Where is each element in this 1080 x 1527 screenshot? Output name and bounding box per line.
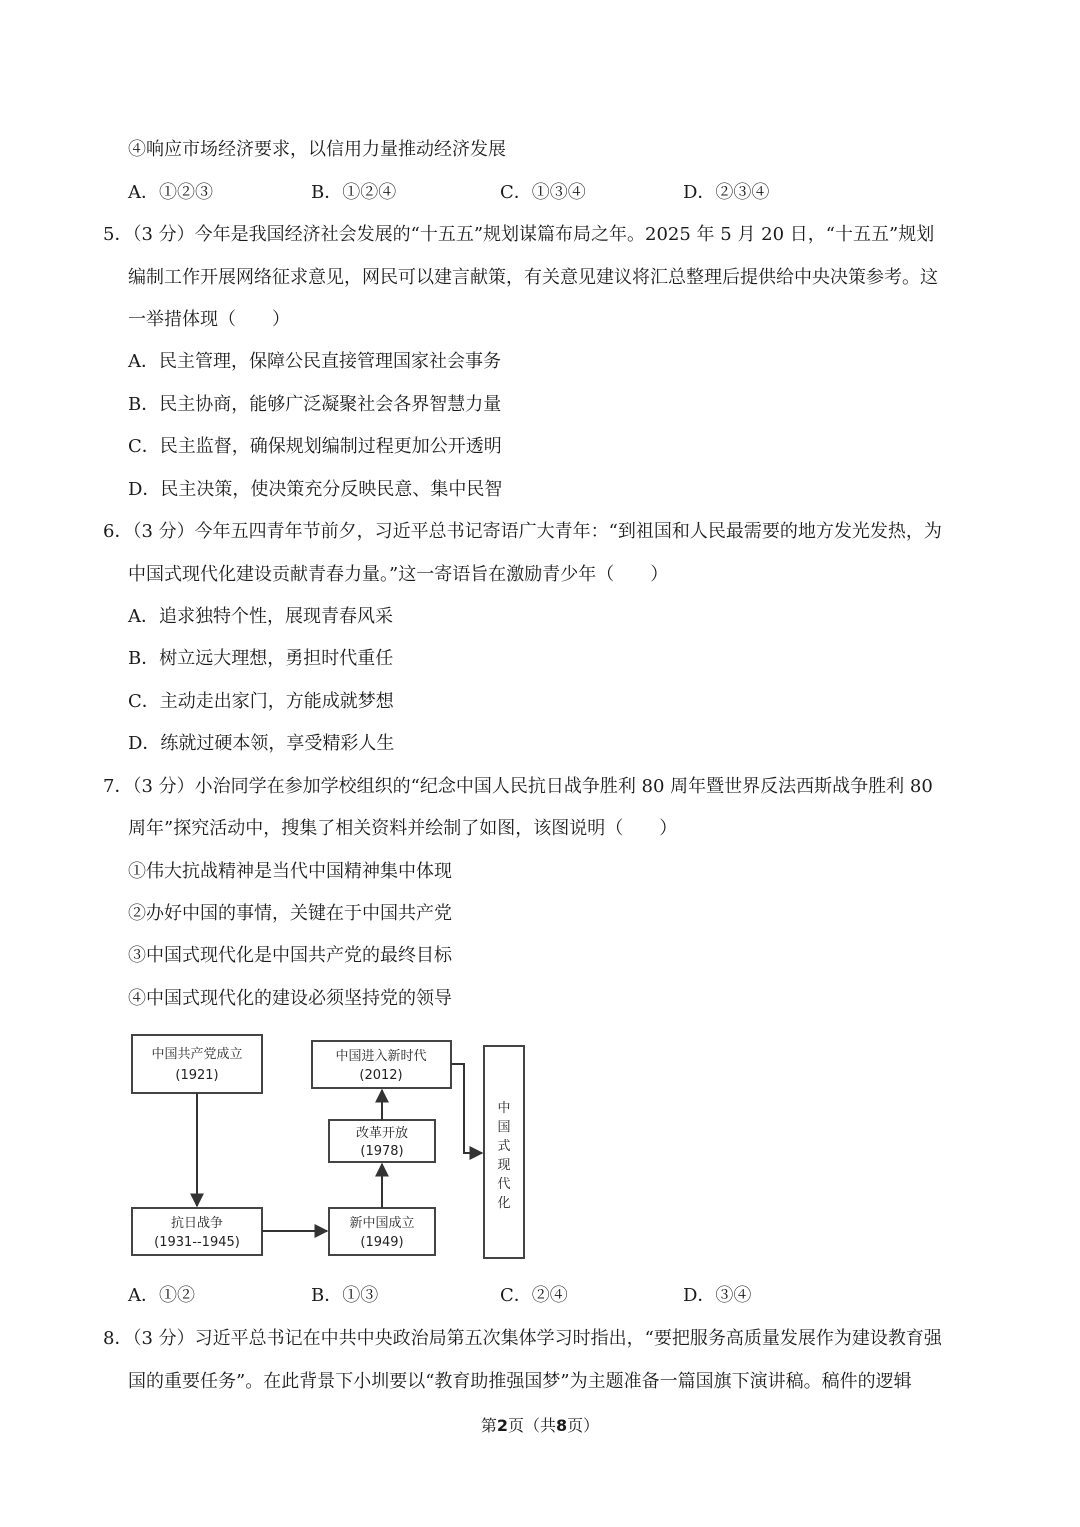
q6-option-c: C．主动走出家门，方能成就梦想 (128, 691, 394, 712)
arrow-2012-to-modernization (451, 1064, 482, 1153)
box-anti-japanese-war-year: (1931--1945) (154, 1235, 240, 1250)
modernization-char-3: 式 (497, 1139, 511, 1154)
page-footer (0, 1415, 1080, 1437)
footer-prefix: 第 (480, 1416, 497, 1435)
q4-option-c: C．①③④ (500, 182, 586, 203)
box-cpc-founding-title: 中国共产党成立 (151, 1047, 243, 1062)
q5-stem-line-2: 编制工作开展网络征求意见，网民可以建言献策，有关意见建议将汇总整理后提供给中央决策参考。这 (128, 267, 938, 288)
box-anti-japanese-war-title: 抗日战争 (170, 1216, 224, 1231)
q7-option-c: C．②④ (500, 1285, 568, 1306)
q5-option-a: A．民主管理，保障公民直接管理国家社会事务 (128, 351, 501, 372)
modernization-char-4: 现 (497, 1158, 511, 1173)
footer-total-pages: 8 (556, 1416, 568, 1435)
q5-option-d: D．民主决策，使决策充分反映民意、集中民智 (128, 479, 503, 500)
modernization-char-2: 国 (497, 1120, 511, 1135)
box-prc-founding-year: (1949) (360, 1235, 404, 1250)
q4-item-4: ④响应市场经济要求，以信用力量推动经济发展 (128, 139, 506, 160)
box-cpc-founding (132, 1035, 262, 1093)
q5-option-c: C．民主监督，确保规划编制过程更加公开透明 (128, 436, 502, 457)
q6-option-a: A．追求独特个性，展现青春风采 (128, 606, 393, 627)
box-new-era-year: (2012) (359, 1068, 403, 1083)
footer-suffix: 页） (567, 1416, 600, 1435)
q8-stem-line-2: 国的重要任务”。在此背景下小圳要以“教育助推强国梦”为主题准备一篇国旗下演讲稿。稿件的逻辑 (128, 1371, 912, 1392)
q7-item-1: ①伟大抗战精神是当代中国精神集中体现 (128, 861, 452, 882)
q7-option-d: D．③④ (683, 1285, 752, 1306)
box-prc-founding-title: 新中国成立 (349, 1216, 415, 1231)
q7-item-4: ④中国式现代化的建设必须坚持党的领导 (128, 988, 452, 1009)
box-cpc-founding-year: (1921) (175, 1068, 219, 1083)
box-reform-opening-title: 改革开放 (355, 1126, 409, 1141)
box-new-era-title: 中国进入新时代 (335, 1049, 427, 1064)
q4-option-d: D．②③④ (683, 182, 770, 203)
q4-option-a: A．①②③ (128, 182, 213, 203)
q7-stem-line-1: 7．（3 分）小治同学在参加学校组织的“纪念中国人民抗日战争胜利 80 周年暨世界反法西斯战争胜利 80 (103, 776, 933, 797)
modernization-char-6: 化 (497, 1196, 511, 1211)
q5-option-b: B．民主协商，能够广泛凝聚社会各界智慧力量 (128, 394, 502, 415)
box-reform-opening-year: (1978) (360, 1144, 404, 1159)
footer-middle: 页（共 (507, 1416, 556, 1435)
q6-stem-line-1: 6．（3 分）今年五四青年节前夕，习近平总书记寄语广大青年：“到祖国和人民最需要的地方发光发热，为 (103, 521, 942, 542)
q7-item-3: ③中国式现代化是中国共产党的最终目标 (128, 945, 452, 966)
q5-stem-line-1: 5．（3 分）今年是我国经济社会发展的“十五五”规划谋篇布局之年。2025 年 5 月 20 日，“十五五”规划 (103, 224, 935, 245)
footer-page-number: 2 (496, 1416, 508, 1435)
q4-option-b: B．①②④ (311, 182, 397, 203)
q8-stem-line-1: 8．（3 分）习近平总书记在中共中央政治局第五次集体学习时指出，“要把服务高质量发展作为建设教育强 (103, 1328, 942, 1349)
modernization-char-1: 中 (497, 1101, 511, 1116)
q5-stem-line-3: 一举措体现（ ） (128, 309, 290, 330)
q6-option-d: D．练就过硬本领，享受精彩人生 (128, 733, 395, 754)
q7-option-b: B．①③ (311, 1285, 379, 1306)
q6-stem-line-2: 中国式现代化建设贡献青春力量。”这一寄语旨在激励青少年（ ） (128, 564, 669, 585)
q6-option-b: B．树立远大理想，勇担时代重任 (128, 648, 394, 669)
q7-item-2: ②办好中国的事情，关键在于中国共产党 (128, 903, 452, 924)
modernization-char-5: 代 (497, 1177, 511, 1192)
q7-stem-line-2: 周年”探究活动中，搜集了相关资料并绘制了如图，该图说明（ ） (128, 818, 678, 839)
q7-option-a: A．①② (128, 1285, 195, 1306)
